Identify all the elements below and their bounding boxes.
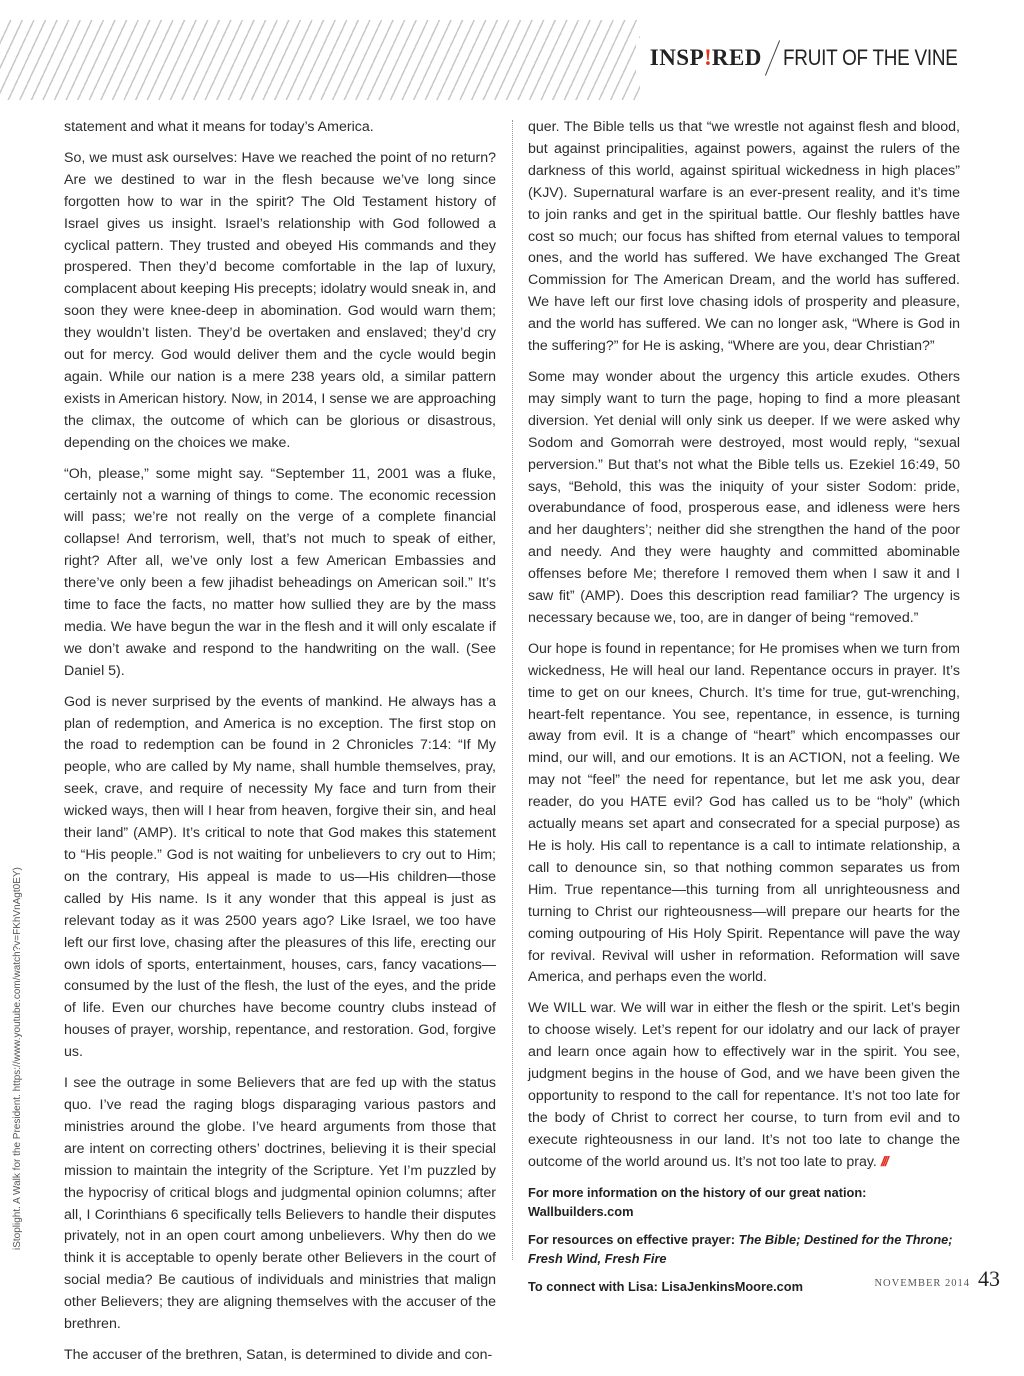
section-title: FRUIT OF THE VINE [782, 45, 958, 70]
masthead [636, 38, 986, 78]
connect-link[interactable]: LisaJenkinsMoore.com [661, 1278, 803, 1294]
brand-logo-part2: RED [711, 45, 762, 70]
body-paragraph: Our hope is found in repentance; for He promises when we turn from wickedness, He will heal our land. Repentance occurs in prayer. It’s time to get on our knees, Church. It’s time for true, gut-wrenching, heart-felt repentance. You see, repentance, in essence, is turning away from evil. It is a change of “heart” which encompasses our mind, our will, and our emotions. It is an ACTION, not a feeling. We may not “feel” the need for repentance, but let me ask you, dear reader, do you HATE evil? God has called us to be “holy” (which actually means set apart and consecrated for a special purpose) as He is holy. His call to repentance is a call to intimate relationship, a call to denounce sin, so that nothing common separates us from Him. True repentance—this turning from all unrighteousness and turning to Christ our righteousness—will prepare our hearts for the coming outpouring of His Holy Spirit. Repentance will pave the way for revival. Revival will usher in reformation. Reformation will save America, and perhaps even the world. [528, 640, 960, 986]
body-paragraph: statement and what it means for today’s America. [64, 119, 374, 135]
page-footer [874, 1266, 1000, 1292]
header-hatch-decoration [0, 20, 640, 100]
prayer-note-label: For resources on effective prayer: [528, 1231, 735, 1247]
connect-note-label: To connect with Lisa: [528, 1278, 658, 1294]
prayer-note [528, 1230, 960, 1268]
body-paragraph-final [528, 998, 960, 1173]
body-paragraph: Some may wonder about the urgency this article exudes. Others may simply want to turn the page, hoping to find a more pleasant diversion. Yet denial will only sink us deeper. If we were asked why Sodom and Gomorrah were destroyed, most would reply, “sexual perversion.” But that’s not what the Bible tells us. Ezekiel 16:49, 50 says, “Behold, this was the iniquity of your sister Sodom: pride, overabundance of food, prosperous ease, and idleness were hers and her daughters’; neither did she strengthen the hand of the poor and needy. And they were haughty and committed abominable offenses before Me; therefore I removed them when I saw it and I saw fit” (AMP). Does this description read familiar? The urgency is necessary because we, too, are in danger of being “removed.” [528, 368, 960, 626]
body-paragraph: I see the outrage in some Believers that are fed up with the status quo. I’ve read the raging blogs disparaging various pastors and ministries around the globe. I’ve heard arguments from those that are intent on correcting others’ doctrines, believing it is their special mission to maintain the integrity of the Scripture. Yet I’m puzzled by the hypocrisy of critical blogs and judgmental opinion columns; after all, I Corinthians 6 specifically tells Believers to handle their disputes privately, not in an open court among unbelievers. Why then do we think it is acceptable to openly berate other Believers in the court of social media? Be cautious of individuals and ministries that malign other Believers; they are aligning themselves with the accuser of the brethren. [64, 1075, 496, 1333]
prayer-note-titles: The Bible; Destined for the Throne; Fresh Wind, Fresh Fire [528, 1231, 953, 1266]
issue-date: NOVEMBER 2014 [874, 1278, 970, 1289]
column-divider [512, 120, 513, 1260]
brand-logo-part1: INSP [649, 45, 705, 70]
body-paragraph: “Oh, please,” some might say. “September 11, 2001 was a fluke, certainly not a warning of things to come. The economic recession will pass; we’re not really on the verge of a complete financial collapse! And terrorism, well, that’s not much to speak of either, right? After all, we’ve only lost a few American Embassies and there’ve only been a few jihadist beheadings on American soil.” It’s time to face the facts, no matter how sullied they are by the mass media. We have begun the war in the flesh and it will only escalate if we don’t awake and respond to the handwriting on the wall. (See Daniel 5). [64, 465, 496, 679]
masthead-divider [765, 40, 780, 76]
final-paragraph-text: We WILL war. We will war in either the flesh or the spirit. Let’s begin to choose wisely. Let’s repent for our idolatry and our lack of prayer and learn once again how to effectively war in the spirit. You see, judgment begins in the house of God, and we have been given the opportunity to respond to the call for repentance. It’s not too late for the body of Christ to correct her course, to turn from evil and to execute righteousness in our land. It’s not too late to change the outcome of the world around us. It’s not too late to pray. [528, 1000, 960, 1170]
history-note [528, 1183, 960, 1221]
body-paragraph: quer. The Bible tells us that “we wrestle not against flesh and blood, but against principalities, against powers, against the rulers of the darkness of this world, against spiritual wickedness in high places” (KJV). Supernatural warfare is an ever-present reality, and it’s time to join ranks and get in the spiritual battle. Our fleshly battles have cost so much; our focus has shifted from eternal values to temporal ones, and the world has suffered. We have exchanged The Great Commission for The American Dream, and the world has suffered. We have left our first love chasing idols of prosperity and pleasure, and the world has suffered. We can no longer ask, “Where is God in the suffering?” for He is asking, “Where are you, dear Christian?” [528, 119, 960, 355]
body-paragraph: So, we must ask ourselves: Have we reached the point of no return? Are we destined to war in the flesh because we’ve long since forgotten how to war in the spirit? The Old Testament history of Israel gives us insight. Israel’s relationship with God followed a cyclical pattern. They trusted and obeyed His commands and they prospered. Then they’d become comfortable in the lap of luxury, complacent about keeping His precepts; idolatry would sneak in, and soon they were knee-deep in abomination. God would warn them; they wouldn’t listen. They’d be overtaken and enslaved; they’d cry out for mercy. God would deliver them and the cycle would begin again. While our nation is a mere 238 years old, a similar pattern exists in American history. Now, in 2014, I sense we are approaching the climax, the outcome of which can be glorious or disastrous, depending on the choices we make. [64, 149, 496, 451]
page-number: 43 [978, 1266, 1000, 1291]
left-column [64, 117, 496, 1376]
end-mark-icon: /// [880, 1153, 887, 1170]
photo-credit: iStoplight. A Walk for the President. https://www.youtube.com/watch?v=FKhVnAgt0EY) [12, 867, 23, 1250]
body-paragraph: God is never surprised by the events of mankind. He always has a plan of redemption, and America is no exception. The first stop on the road to redemption can be found in 2 Chronicles 7:14: “If My people, who are called by My name, shall humble themselves, pray, seek, crave, and require of necessity My face and turn from their wicked ways, then will I hear from heaven, forgive their sin, and heal their land” (AMP). It’s critical to note that God makes this statement to “His people.” God is not waiting for unbelievers to cry out to Him; on the contrary, His appeal is made to us—His children—those called by His name. Is it any wonder that this appeal is just as relevant today as it was 2500 years ago? Like Israel, we too have left our first love, chasing after the pleasures of this life, erecting our own idols of sports, entertainment, houses, cars, fancy vacations—consumed by the lust of the flesh, the lust of the eyes, and the pride of life. Even our churches have become country clubs instead of houses of prayer, worship, repentance, and restoration. God, forgive us. [64, 693, 496, 1061]
history-note-text: For more information on the history of our great nation: Wallbuilders.com [528, 1184, 867, 1219]
right-column [528, 117, 960, 1305]
body-paragraph: The accuser of the brethren, Satan, is determined to divide and con- [64, 1346, 493, 1363]
brand-logo-exclamation: ! [704, 45, 712, 70]
